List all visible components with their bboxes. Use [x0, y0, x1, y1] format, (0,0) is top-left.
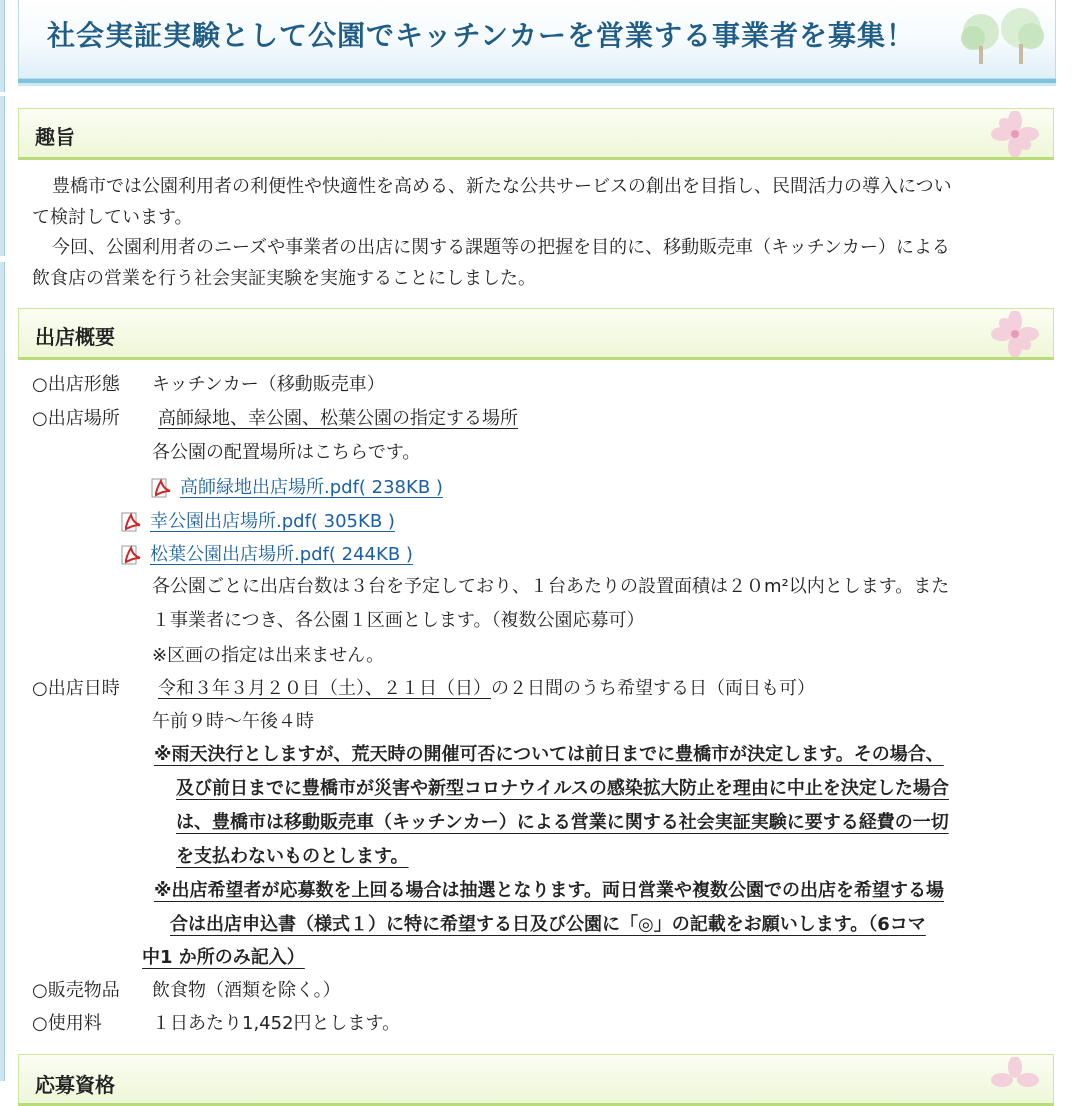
- event-hours: 午前９時〜午後４時: [152, 711, 314, 732]
- lottery-note-line2: 合は出店申込書（様式１）に特に希望する日及び公園に「◎」の記載をお願いします。（6コマ: [170, 914, 926, 935]
- purpose-p1-line2: て検討しています。: [32, 207, 193, 228]
- pdf-link-matsuba[interactable]: [120, 540, 413, 570]
- pdf-link-saiwai[interactable]: [120, 507, 395, 537]
- event-dates-suffix: の２日間のうち希望する日（両日も可）: [491, 678, 815, 699]
- section-header-eligibility: [18, 1054, 1054, 1106]
- lottery-note-line3: 中1 か所のみ記入）: [142, 947, 305, 968]
- label-store-type: ○出店形態: [32, 374, 120, 395]
- pdf-icon: [120, 511, 144, 533]
- value-fee: １日あたり1,452円とします。: [152, 1013, 401, 1034]
- flower-icon: [975, 111, 1047, 157]
- flower-icon: [975, 1057, 1047, 1103]
- label-goods: ○販売物品: [32, 980, 120, 1001]
- purpose-p2-line2: 飲食店の営業を行う社会実証実験を実施することにしました。: [32, 268, 536, 289]
- pdf-icon: [120, 544, 144, 566]
- pdf-link-text-saiwai[interactable]: 幸公園出店場所.pdf( 305KB ): [150, 511, 395, 532]
- weather-note-line1: ※雨天決行としますが、荒天時の開催可否については前日までに豊橋市が決定します。その場合、: [154, 744, 944, 765]
- purpose-p1-line1: 豊橋市では公園利用者の利便性や快適性を高める、新たな公共サービスの創出を目指し、民間活力の導入につい: [52, 176, 952, 197]
- location-detail-2: １事業者につき、各公園１区画とします。（複数公園応募可）: [152, 610, 645, 631]
- location-note: 各公園の配置場所はこちらです。: [152, 442, 421, 463]
- value-store-type: キッチンカー（移動販売車）: [152, 374, 385, 395]
- section-title-outline: 出店概要: [35, 325, 115, 349]
- section-title-eligibility: 応募資格: [35, 1073, 115, 1097]
- location-detail-1: 各公園ごとに出店台数は３台を予定しており、１台あたりの設置面積は２０m²以内とします。また: [152, 576, 950, 597]
- event-dates: 令和３年３月２０日（土）、２１日（日）: [158, 678, 491, 699]
- purpose-paragraph-2: [32, 232, 1054, 294]
- pdf-icon: [150, 477, 174, 499]
- left-edge-decoration: [0, 0, 6, 1081]
- purpose-paragraph-1: [32, 171, 1054, 233]
- lottery-note-line1: ※出店希望者が応募数を上回る場合は抽選となります。両日営業や複数公園での出店を希望する場: [154, 880, 945, 901]
- label-fee: ○使用料: [32, 1013, 102, 1034]
- weather-note-line3: は、豊橋市は移動販売車（キッチンカー）による営業に関する社会実証実験に要する経費の一切: [176, 812, 949, 833]
- value-datetime: [158, 674, 815, 704]
- label-datetime: ○出店日時: [32, 678, 120, 699]
- page-header: [18, 0, 1056, 79]
- weather-note-line2: 及び前日までに豊橋市が災害や新型コロナウイルスの感染拡大防止を理由に中止を決定した場合: [176, 778, 949, 799]
- label-location: ○出店場所: [32, 408, 120, 429]
- pdf-link-text-matsuba[interactable]: 松葉公園出店場所.pdf( 244KB ): [150, 544, 413, 565]
- weather-note-line4: を支払わないものとします。: [176, 846, 409, 867]
- value-location: 高師緑地、幸公園、松葉公園の指定する場所: [158, 408, 518, 429]
- trees-icon: [951, 6, 1047, 66]
- section-header-purpose: [18, 108, 1054, 160]
- pdf-link-text-takashi[interactable]: 高師緑地出店場所.pdf( 238KB ): [180, 477, 443, 498]
- value-goods: 飲食物（酒類を除く。）: [152, 980, 341, 1001]
- pdf-link-takashi[interactable]: [150, 473, 443, 503]
- purpose-p2-line1: 今回、公園利用者のニーズや事業者の出店に関する課題等の把握を目的に、移動販売車（キッチンカー）による: [52, 237, 950, 258]
- flower-icon: [975, 311, 1047, 357]
- page-title: 社会実証実験として公園でキッチンカーを営業する事業者を募集！: [47, 19, 916, 52]
- section-header-outline: [18, 308, 1054, 360]
- section-title-purpose: 趣旨: [35, 125, 75, 149]
- location-detail-3: ※区画の指定は出来ません。: [152, 645, 385, 666]
